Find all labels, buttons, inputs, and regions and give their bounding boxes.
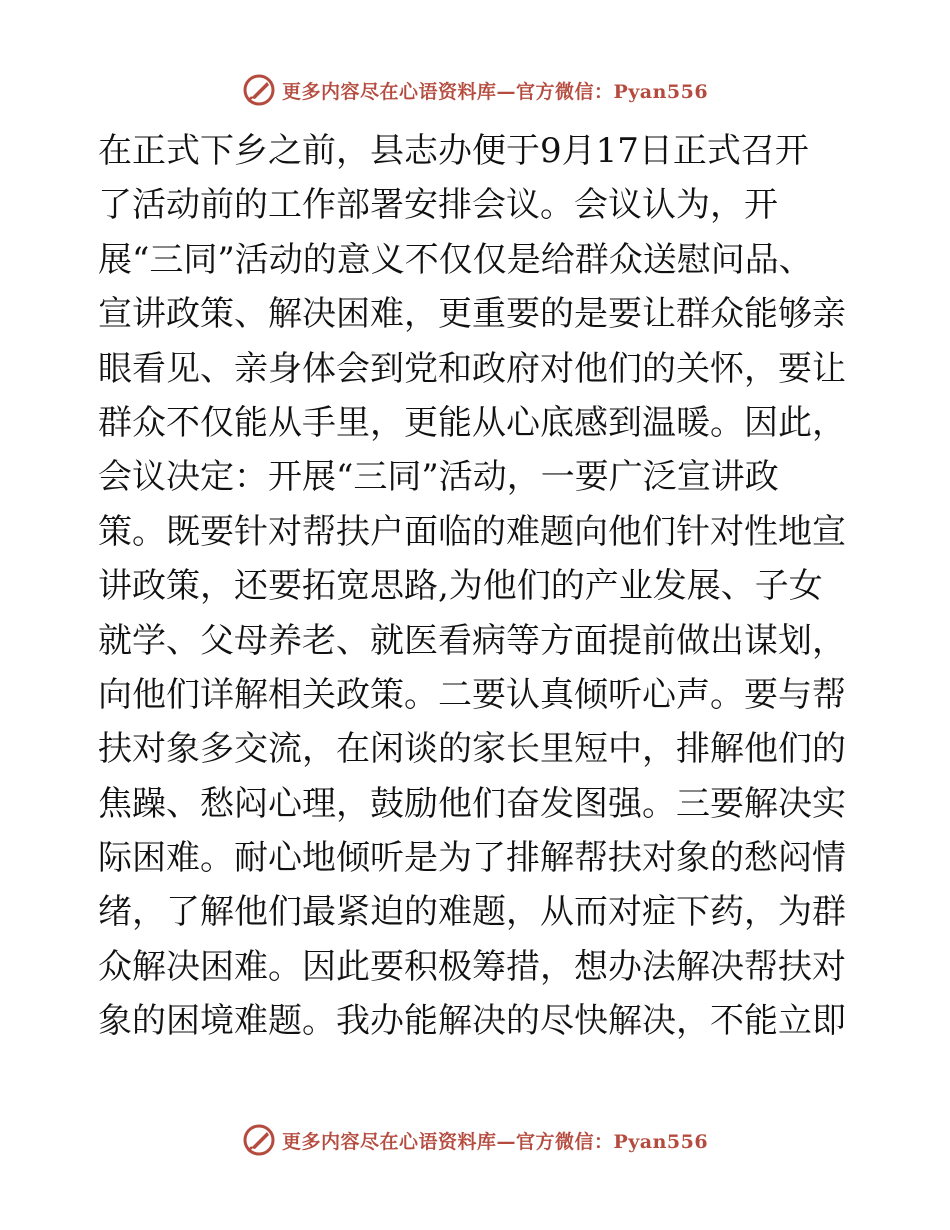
paragraph-line: 群众不仅能从手里，更能从心底感到温暖。因此， bbox=[98, 402, 846, 443]
paragraph-line: 策。既要针对帮扶户面临的难题向他们针对性地宣 bbox=[98, 511, 846, 552]
paragraph-line: 讲政策，还要拓宽思路,为他们的产业发展、子女 bbox=[98, 566, 823, 607]
paragraph-line: 象的困境难题。我办能解决的尽快解决，不能立即 bbox=[98, 1001, 846, 1042]
paragraph-line: 会议决定：开展“三同”活动，一要广泛宣讲政 bbox=[98, 457, 779, 498]
quill-logo-icon bbox=[242, 73, 276, 107]
header-banner bbox=[0, 72, 950, 108]
footer-banner bbox=[0, 1122, 950, 1158]
paragraph-line: 展“三同”活动的意义不仅仅是给群众送慰问品、 bbox=[98, 239, 813, 280]
header-banner-text: 更多内容尽在心语资料库—官方微信：Pyan556 bbox=[281, 80, 709, 103]
paragraph-line: 扶对象多交流，在闲谈的家长里短中，排解他们的 bbox=[98, 729, 846, 770]
paragraph-line: 就学、父母养老、就医看病等方面提前做出谋划， bbox=[98, 620, 846, 661]
paragraph-line: 众解决困难。因此要积极筹措，想办法解决帮扶对 bbox=[98, 946, 846, 987]
paragraph-line: 了活动前的工作部署安排会议。会议认为，开 bbox=[98, 185, 778, 226]
paragraph-line: 际困难。耐心地倾听是为了排解帮扶对象的愁闷情 bbox=[98, 838, 846, 879]
paragraph-line: 绪，了解他们最紧迫的难题，从而对症下药，为群 bbox=[98, 892, 846, 933]
paragraph-line: 眼看见、亲身体会到党和政府对他们的关怀，要让 bbox=[98, 348, 846, 389]
document-paragraph bbox=[98, 124, 858, 1049]
footer-banner-text: 更多内容尽在心语资料库—官方微信：Pyan556 bbox=[281, 1130, 709, 1153]
paragraph-line: 宣讲政策、解决困难，更重要的是要让群众能够亲 bbox=[98, 294, 846, 335]
quill-logo-icon bbox=[242, 1123, 276, 1157]
paragraph-line: 焦躁、愁闷心理，鼓励他们奋发图强。三要解决实 bbox=[98, 783, 846, 824]
paragraph-line: 在正式下乡之前，县志办便于9月17日正式召开 bbox=[98, 131, 809, 171]
paragraph-line: 向他们详解相关政策。二要认真倾听心声。要与帮 bbox=[98, 674, 846, 715]
